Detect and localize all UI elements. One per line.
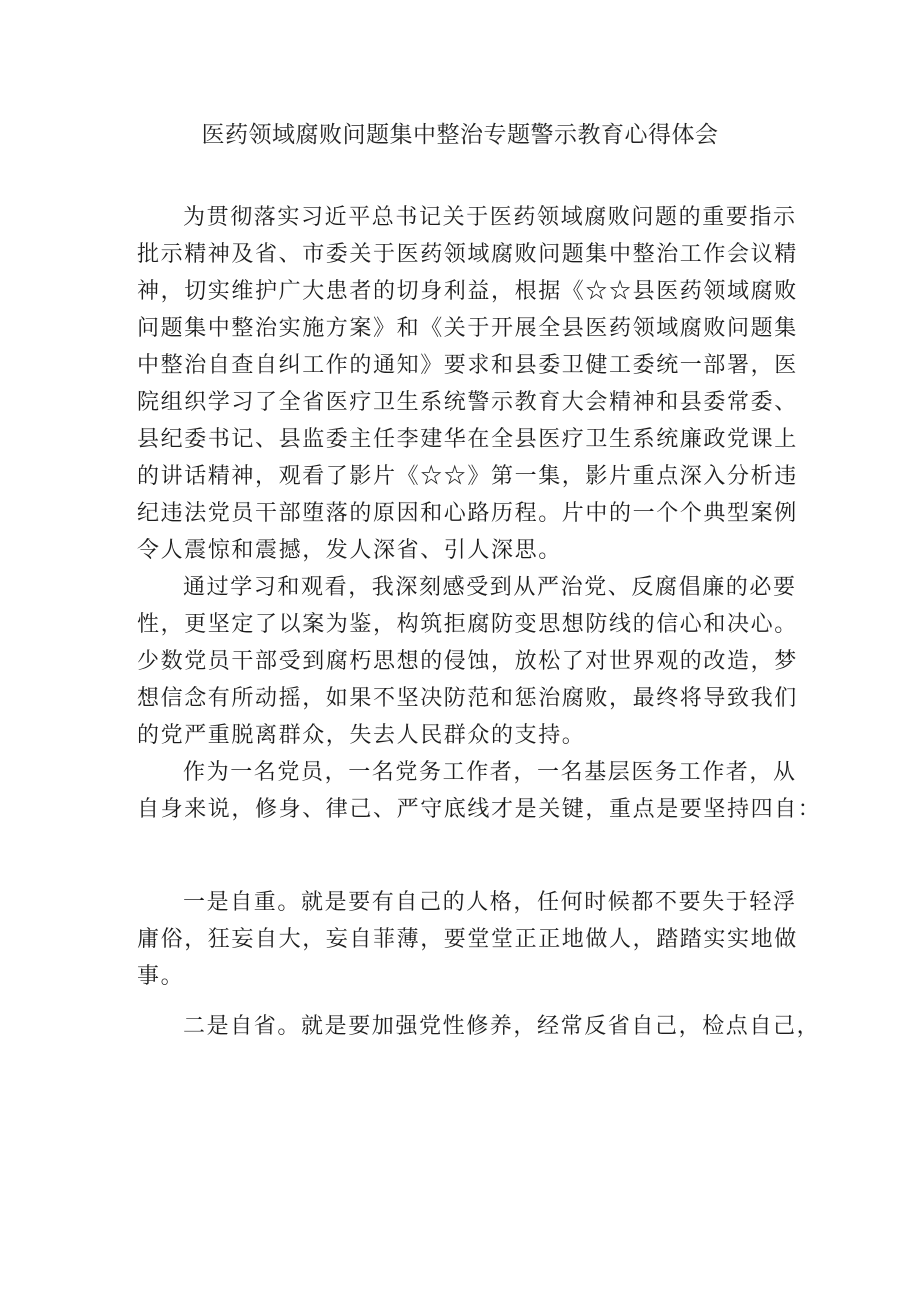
paragraph-line: 为贯彻落实习近平总书记关于医药领域腐败问题的重要指示 xyxy=(183,205,797,230)
paragraph-line: 自身来说，修身、律己、严守底线才是关键，重点是要坚持四自： xyxy=(137,797,822,822)
paragraph-line: 一是自重。就是要有自己的人格，任何时候都不要失于轻浮 xyxy=(183,890,797,915)
document-title: 医药领域腐败问题集中整治专题警示教育心得体会 xyxy=(201,122,719,148)
paragraph-line: 想信念有所动摇，如果不坚决防范和惩治腐败，最终将导致我们 xyxy=(137,686,798,711)
paragraph-line: 令人震惊和震撼，发人深省、引人深思。 xyxy=(137,538,562,563)
paragraph-line: 纪违法党员干部堕落的原因和心路历程。片中的一个个典型案例 xyxy=(137,501,798,526)
paragraph-line: 作为一名党员，一名党务工作者，一名基层医务工作者，从 xyxy=(183,760,797,785)
paragraph-line: 神，切实维护广大患者的切身利益，根据《☆☆县医药领域腐败 xyxy=(137,279,798,304)
paragraph-line: 问题集中整治实施方案》和《关于开展全县医药领域腐败问题集 xyxy=(137,316,798,341)
paragraph-line: 院组织学习了全省医疗卫生系统警示教育大会精神和县委常委、 xyxy=(137,390,798,415)
paragraph-line: 少数党员干部受到腐朽思想的侵蚀，放松了对世界观的改造，梦 xyxy=(137,649,798,674)
paragraph-line: 的讲话精神，观看了影片《☆☆》第一集，影片重点深入分析违 xyxy=(137,464,798,489)
paragraph-line: 通过学习和观看，我深刻感受到从严治党、反腐倡廉的必要 xyxy=(183,575,797,600)
paragraph-line: 中整治自查自纠工作的通知》要求和县委卫健工委统一部署，医 xyxy=(137,353,798,378)
paragraph-line: 二是自省。就是要加强党性修养，经常反省自己，检点自己， xyxy=(183,1014,821,1039)
paragraph-line: 批示精神及省、市委关于医药领域腐败问题集中整治工作会议精 xyxy=(137,242,798,267)
paragraph-line: 的党严重脱离群众，失去人民群众的支持。 xyxy=(137,723,586,748)
paragraph-line: 县纪委书记、县监委主任李建华在全县医疗卫生系统廉政党课上 xyxy=(137,427,798,452)
paragraph-line: 事。 xyxy=(137,964,185,989)
paragraph-line: 性，更坚定了以案为鉴，构筑拒腐防变思想防线的信心和决心。 xyxy=(137,612,798,637)
paragraph-line: 庸俗，狂妄自大，妄自菲薄，要堂堂正正地做人，踏踏实实地做 xyxy=(137,927,798,952)
